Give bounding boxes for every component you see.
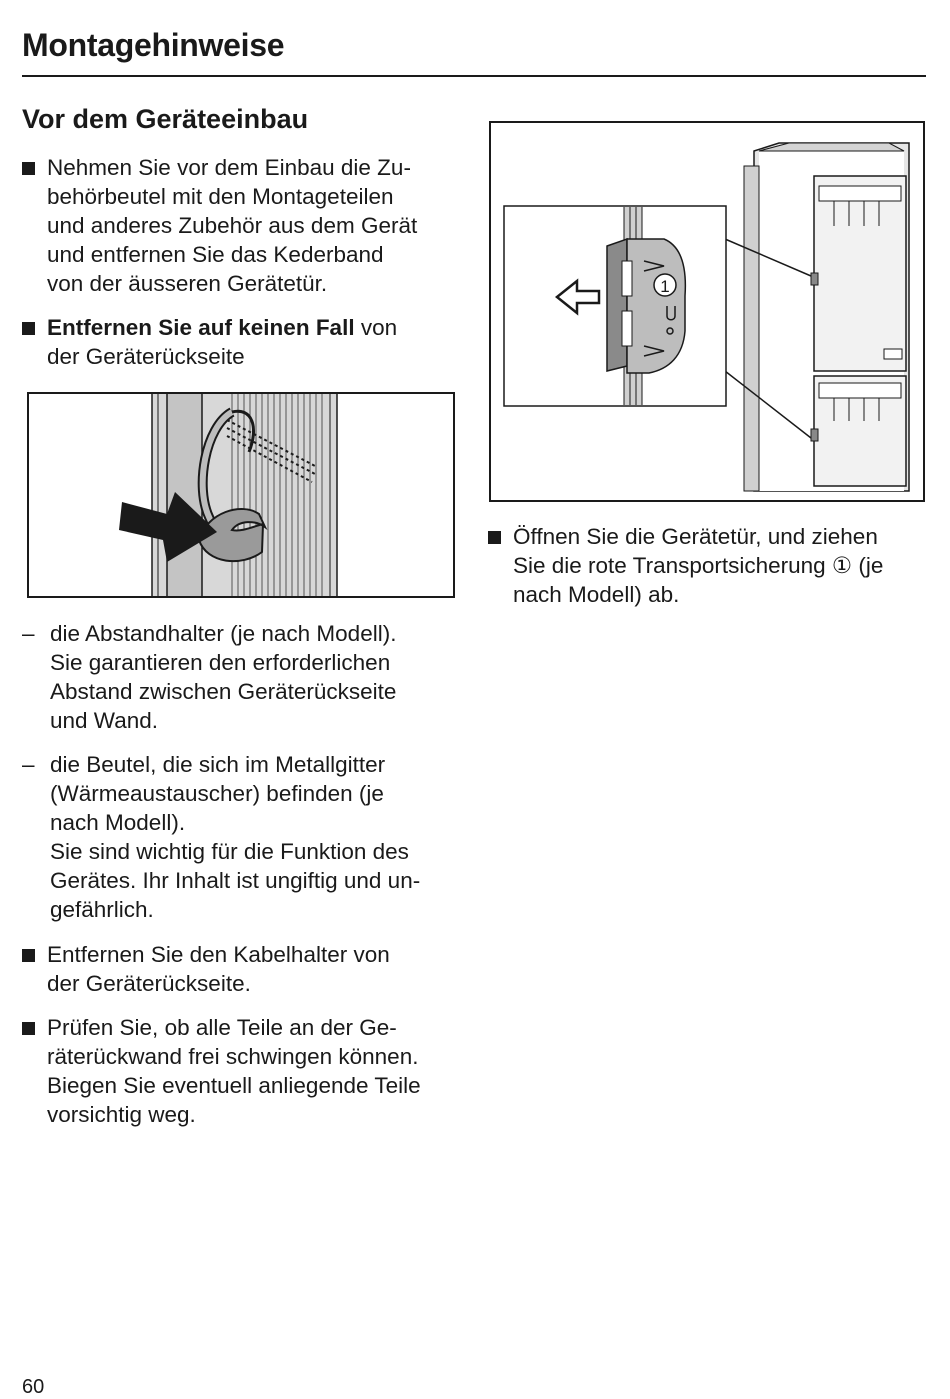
instruction-bullet-1 — [22, 153, 462, 298]
page-number: 60 — [22, 1376, 45, 1398]
section-heading: Vor dem Geräteeinbau — [22, 104, 309, 134]
bullet-text: von der Geräterückseite — [47, 315, 398, 369]
dash-marker: – — [22, 621, 35, 646]
transport-lock-illustration — [489, 121, 925, 502]
dash-text: die Beutel, die sich im Metallgitter (Wärmeaustauscher) befinden (je nach Modell). Sie sind wichtig für die Funktion des Gerätes. Ihr Inhalt ist ungiftig und un- gefährlich. — [50, 752, 421, 922]
dash-item-2 — [22, 750, 462, 924]
dash-text: die Abstandhalter (je nach Modell). Sie garantieren den erforderlichen Abstand zwischen Geräterückseite und Wand. — [50, 621, 397, 733]
bullet-square-icon — [22, 1022, 35, 1035]
instruction-bullet-right — [488, 522, 928, 609]
bullet-square-icon — [22, 949, 35, 962]
bullet-text: Öffnen Sie die Gerätetür, und ziehen Sie die rote Transportsicherung ① (je nach Modell) ab. — [513, 524, 884, 607]
dash-item-1 — [22, 619, 462, 735]
bullet-text: Nehmen Sie vor dem Einbau die Zu- behörbeutel mit den Montageteilen und anderes Zubehör aus dem Gerät und entfernen Sie das Kederband von der äusseren Gerätetür. — [47, 155, 418, 296]
callout-number-label: 1 — [660, 277, 670, 296]
instruction-bullet-2 — [22, 313, 462, 371]
bullet-square-icon — [22, 162, 35, 175]
bullet-text: Prüfen Sie, ob alle Teile an der Ge- räterückwand frei schwingen können. Biegen Sie eventuell anliegende Teile vorsichtig weg. — [47, 1015, 421, 1127]
title-divider — [22, 75, 926, 77]
dash-marker: – — [22, 752, 35, 777]
warning-bold-text: Entfernen Sie auf keinen Fall — [47, 315, 355, 340]
bullet-square-icon — [488, 531, 501, 544]
bullet-square-icon — [22, 322, 35, 335]
bullet-text: Entfernen Sie den Kabelhalter von der Geräterückseite. — [47, 942, 390, 996]
spacer-removal-illustration — [27, 392, 455, 598]
instruction-bullet-3 — [22, 940, 462, 998]
page-title: Montagehinweise — [22, 27, 285, 63]
instruction-bullet-4 — [22, 1013, 462, 1129]
